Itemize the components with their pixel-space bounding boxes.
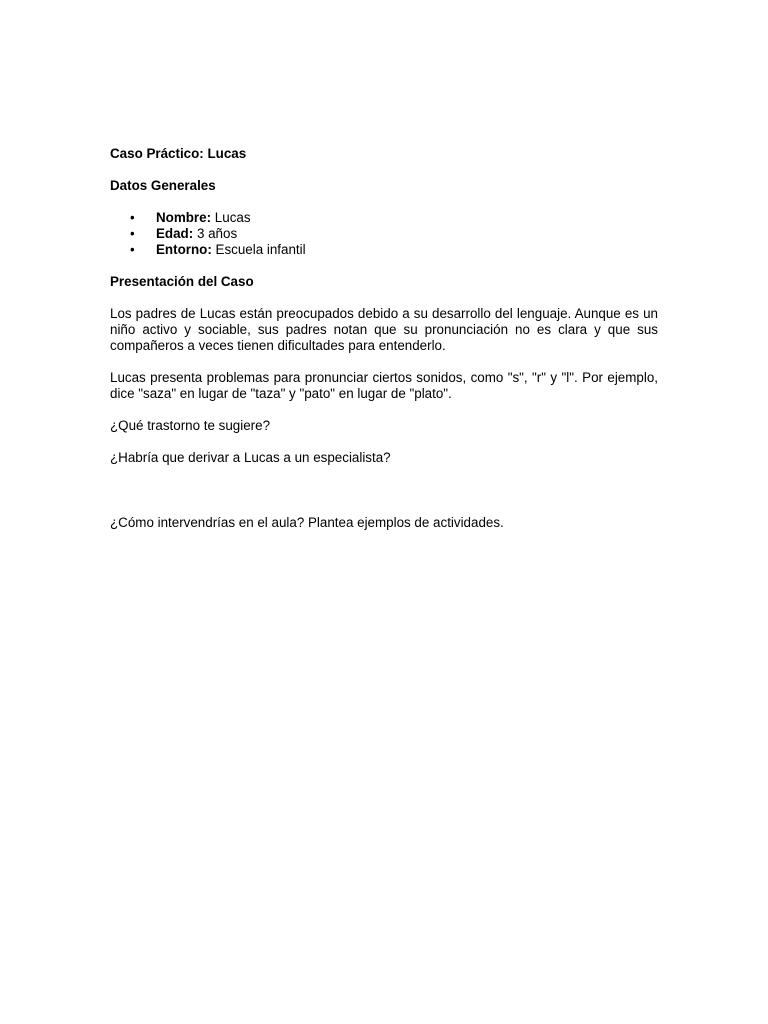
item-key: Entorno: (156, 242, 212, 257)
case-paragraph-1: Los padres de Lucas están preocupados debido a su desarrollo del lenguaje. Aunque es un niño activo y sociable, sus padres notan que su pronunciación no es clara y que sus compañeros a veces tienen dificultades para entenderlo. (110, 306, 658, 353)
question-3: ¿Cómo intervendrías en el aula? Plantea ejemplos de actividades. (110, 515, 504, 530)
list-item-nombre (110, 210, 658, 226)
item-key: Edad: (156, 226, 194, 241)
item-value: Lucas (214, 210, 251, 225)
list-item-edad (110, 226, 658, 242)
item-value: 3 años (196, 226, 238, 241)
list-item-entorno (110, 242, 658, 258)
item-value: Escuela infantil (215, 242, 306, 257)
question-1: ¿Qué trastorno te sugiere? (110, 418, 271, 433)
bullet-icon: • (130, 210, 135, 225)
item-key: Nombre: (156, 210, 212, 225)
bullet-icon: • (130, 226, 135, 241)
bullet-icon: • (130, 242, 135, 257)
presentation-heading: Presentación del Caso (110, 274, 254, 289)
case-paragraph-2: Lucas presenta problemas para pronunciar ciertos sonidos, como "s", "r" y "l". Por ejemplo, dice "saza" en lugar de "taza" y "pato" en lugar de "plato". (110, 370, 658, 401)
general-data-heading: Datos Generales (110, 178, 216, 193)
document-title: Caso Práctico: Lucas (110, 146, 247, 161)
question-2: ¿Habría que derivar a Lucas a un especialista? (110, 450, 391, 465)
general-data-list (110, 210, 658, 258)
document-page (110, 146, 658, 531)
